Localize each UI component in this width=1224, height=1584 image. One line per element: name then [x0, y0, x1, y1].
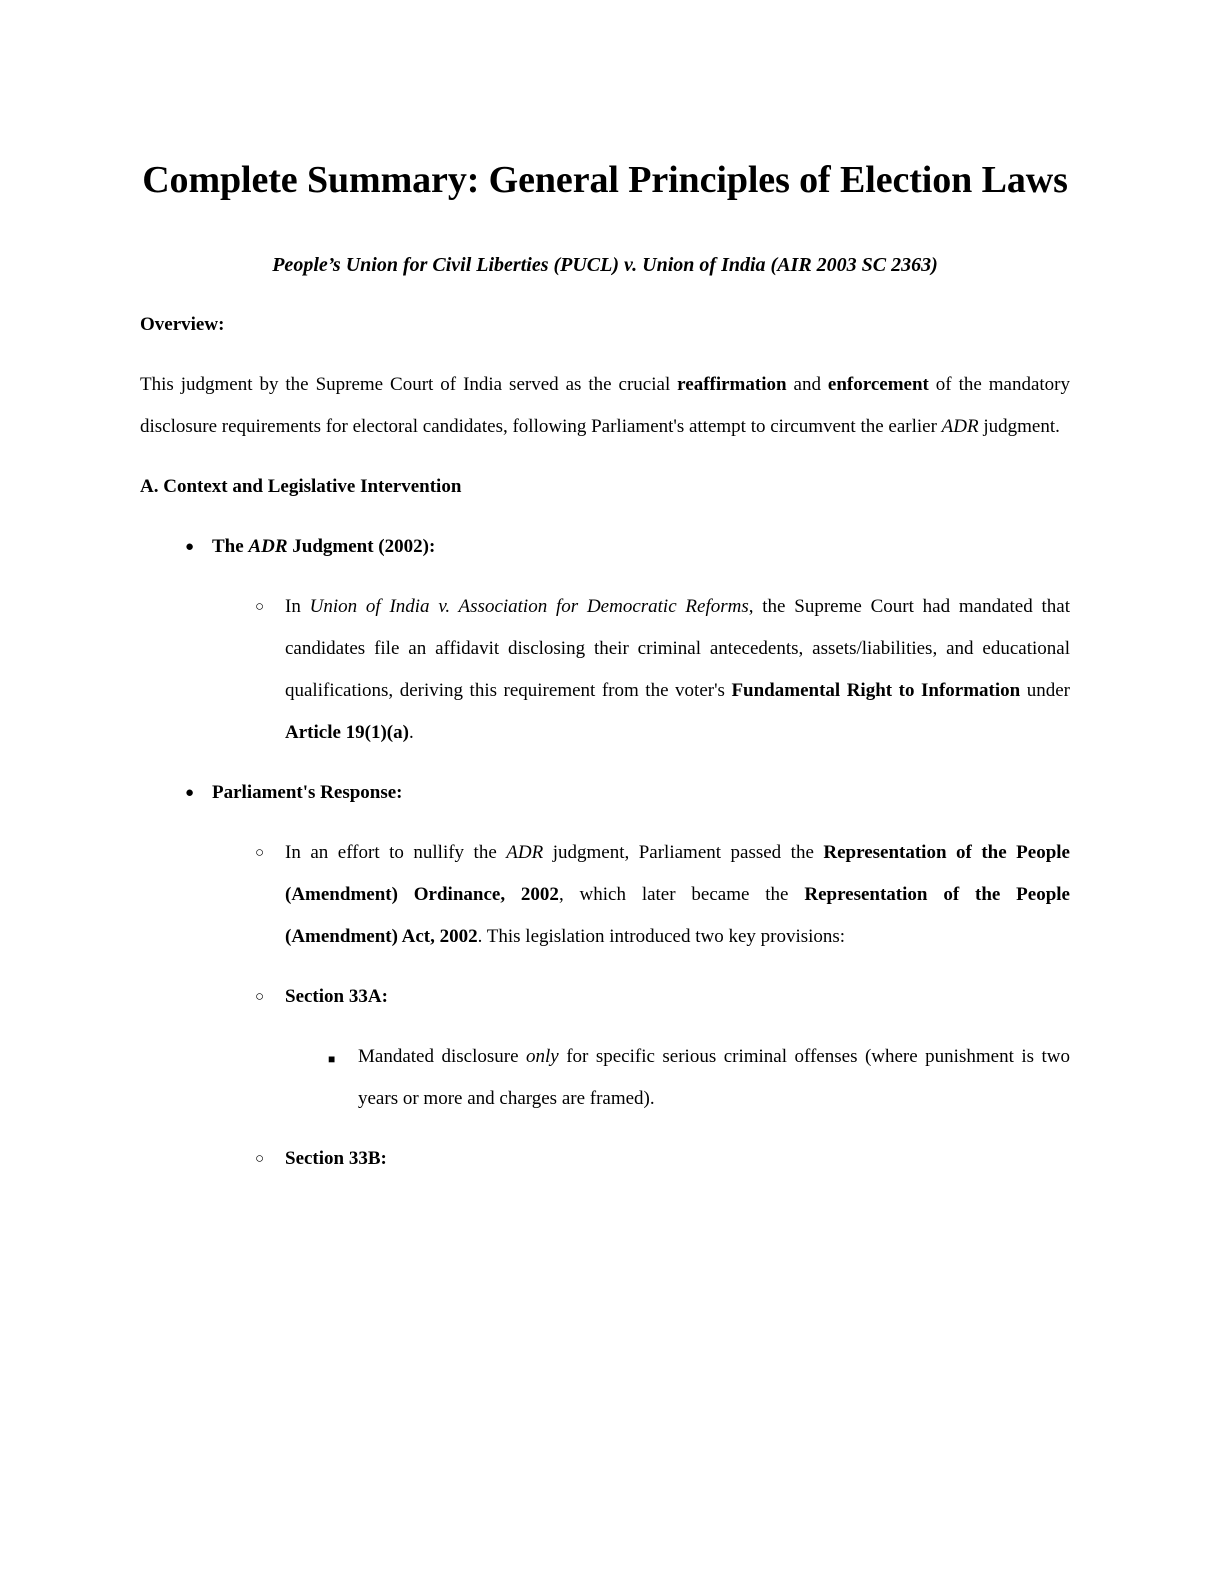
parliament-response-label: Parliament's Response:	[212, 782, 403, 803]
page-title: Complete Summary: General Principles of Election Laws	[142, 159, 1068, 201]
circle-bullet-icon: ○	[255, 845, 265, 861]
parliament-detail-text-3: , which later became the	[558, 884, 805, 905]
disc-bullet-icon: ●	[185, 539, 195, 555]
document-body	[140, 0, 1070, 1180]
section-33b-label: Section 33B:	[285, 1148, 387, 1169]
parliament-detail-bold-act: Representation of the People (Amendment) Act, 2002	[285, 884, 1070, 947]
overview-paragraph	[140, 346, 1070, 448]
adr-detail-case-name: Union of India v. Association for Democratic Reforms	[309, 596, 749, 617]
square-bullet-icon: ■	[328, 1052, 336, 1066]
overview-text-2: and	[786, 374, 828, 395]
overview-text-3: of the mandatory disclosure requirements for electoral candidates, following Parliament's attempt to circumvent the earlier	[140, 374, 1070, 437]
adr-detail-text-4: .	[408, 722, 414, 743]
parliament-detail-text-2: judgment, Parliament passed the	[543, 842, 824, 863]
circle-bullet-icon: ○	[255, 599, 265, 615]
list-item-section-33b	[255, 1120, 1070, 1180]
parliament-detail-text-4: . This legislation introduced two key provisions:	[477, 926, 846, 947]
list-item-adr-judgment	[185, 508, 1070, 568]
disc-bullet-icon: ●	[185, 785, 195, 801]
case-citation-subtitle: People’s Union for Civil Liberties (PUCL) v. Union of India (AIR 2003 SC 2363)	[272, 254, 938, 276]
overview-text-4: judgment.	[978, 416, 1060, 437]
adr-judgment-suffix: Judgment (2002):	[287, 536, 436, 557]
list-item-parliament-response	[185, 754, 1070, 814]
section-33a-detail-text-1: Mandated disclosure	[358, 1046, 526, 1067]
list-item-adr-detail	[255, 568, 1070, 754]
parliament-detail-bold-ordinance: Representation of the People (Amendment) Ordinance, 2002	[285, 842, 1070, 905]
list-item-parliament-detail	[255, 814, 1070, 958]
adr-detail-text-3: under	[1020, 680, 1071, 701]
section-33a-detail-italic-only: only	[525, 1046, 559, 1067]
adr-judgment-prefix: The	[212, 536, 249, 557]
adr-detail-text-2: , the Supreme Court had mandated that candidates file an affidavit disclosing their criminal antecedents, assets/liabilities, and educational qualifications, deriving this requirement from the voter's	[285, 596, 1070, 701]
section-33a-detail-text-2: for specific serious criminal offenses (where punishment is two years or more and charges are framed).	[358, 1046, 1070, 1109]
circle-bullet-icon: ○	[255, 989, 265, 1005]
section-a-heading: A. Context and Legislative Intervention	[140, 476, 462, 497]
section-33a-label: Section 33A:	[285, 986, 388, 1007]
parliament-detail-italic-adr: ADR	[506, 842, 544, 863]
adr-detail-bold-article: Article 19(1)(a)	[285, 722, 409, 743]
adr-detail-text-1: In	[285, 596, 310, 617]
overview-bold-enforcement: enforcement	[827, 374, 929, 395]
overview-text-1: This judgment by the Supreme Court of India served as the crucial	[140, 374, 678, 395]
adr-judgment-italic: ADR	[248, 536, 288, 557]
circle-bullet-icon: ○	[255, 1151, 265, 1167]
overview-italic-adr: ADR	[941, 416, 979, 437]
overview-bold-reaffirmation: reaffirmation	[677, 374, 787, 395]
parliament-detail-text-1: In an effort to nullify the	[285, 842, 507, 863]
adr-detail-bold-right-to-information: Fundamental Right to Information	[731, 680, 1021, 701]
overview-heading: Overview:	[140, 314, 225, 335]
list-item-section-33a-detail	[328, 1018, 1070, 1120]
list-item-section-33a	[255, 958, 1070, 1018]
